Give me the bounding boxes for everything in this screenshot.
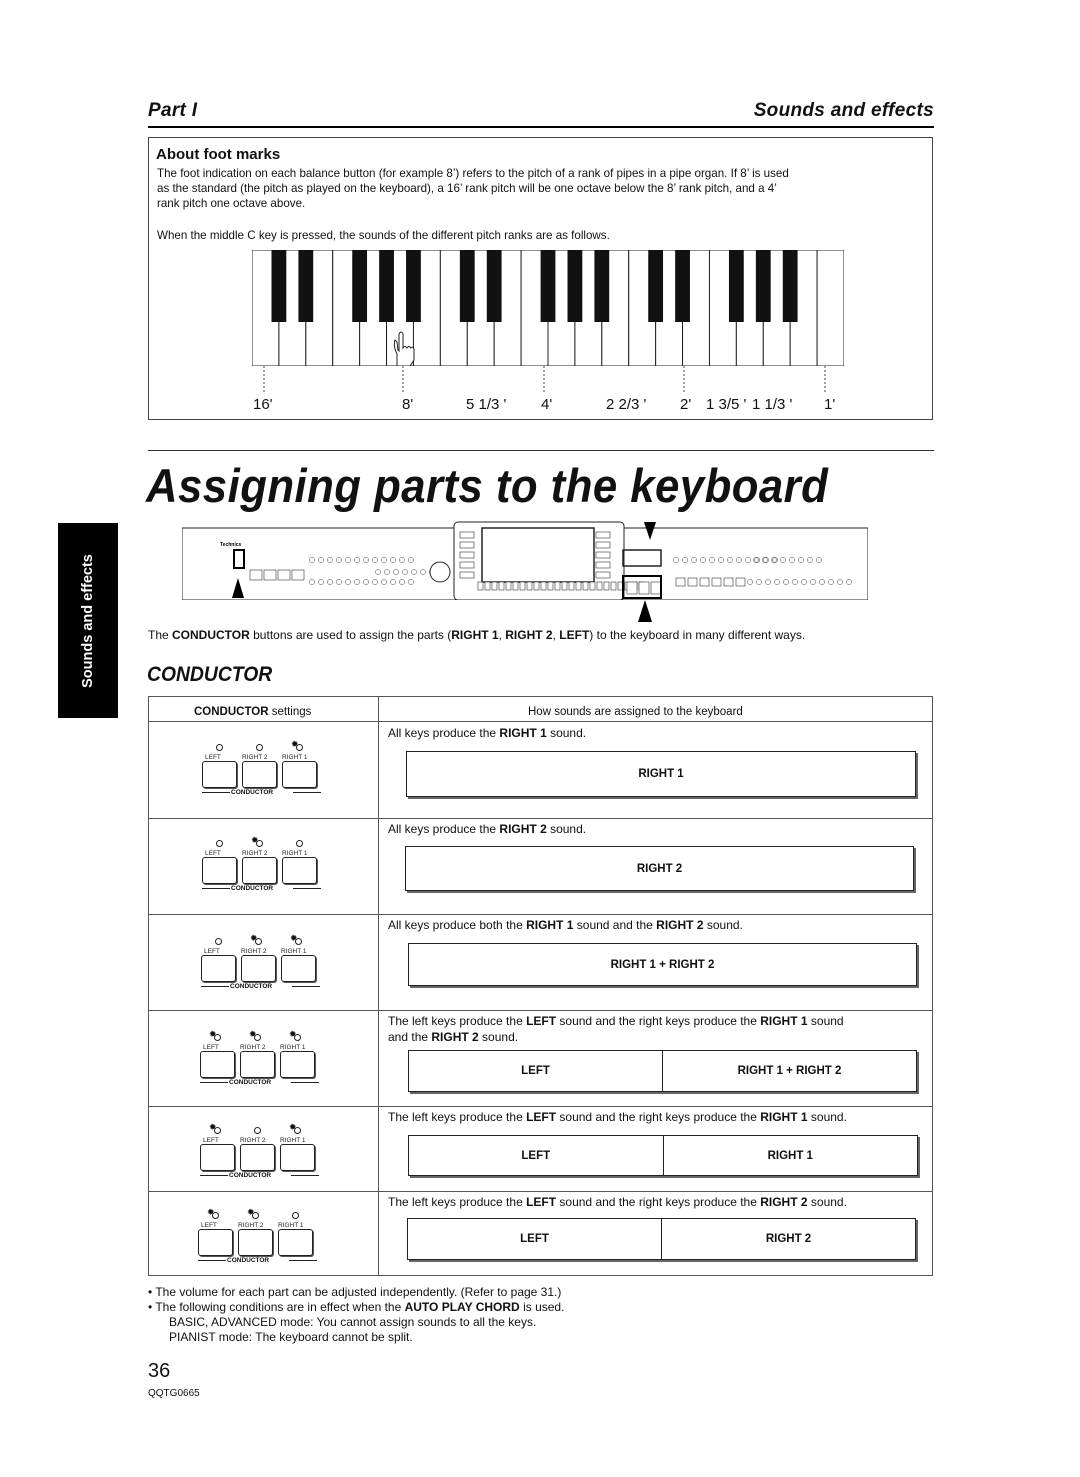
conductor-intro: The CONDUCTOR buttons are used to assign the parts (RIGHT 1, RIGHT 2, LEFT) to the keyboard in many different ways.	[148, 628, 806, 642]
black-key	[756, 250, 771, 322]
conductor-diagram-6	[194, 1207, 324, 1270]
conductor-button	[238, 1229, 273, 1256]
conductor-button	[202, 761, 237, 788]
conductor-button	[200, 1144, 235, 1171]
header-rule	[148, 126, 934, 128]
divider	[202, 792, 230, 793]
indicator-led	[256, 744, 263, 751]
conductor-button	[282, 857, 317, 884]
conductor-diagram-4	[196, 1029, 326, 1092]
conductor-button	[282, 761, 317, 788]
led-lit-icon: ✹	[289, 1029, 297, 1039]
button-label: RIGHT 1	[282, 754, 308, 761]
led-lit-icon: ✹	[209, 1122, 217, 1132]
row-4-desc: The left keys produce the LEFT sound and the right keys produce the RIGHT 1 sound and the RIGHT 2 sound.	[388, 1014, 844, 1044]
black-key	[379, 250, 394, 322]
indicator-led	[296, 840, 303, 847]
arrow-up-conductor-icon	[638, 598, 652, 622]
button-label: RIGHT 1	[282, 850, 308, 857]
indicator-led	[292, 1212, 299, 1219]
button-label: RIGHT 2	[240, 1044, 266, 1051]
button-label: LEFT	[203, 1137, 219, 1144]
black-key	[352, 250, 367, 322]
black-key	[729, 250, 744, 322]
pitch-16: 16'	[253, 396, 273, 413]
row-2-desc: All keys produce the RIGHT 2 sound.	[388, 822, 587, 836]
divider	[291, 1175, 319, 1176]
conductor-button	[278, 1229, 313, 1256]
button-label: LEFT	[205, 754, 221, 761]
side-tab	[58, 523, 118, 718]
panel-brand: Technics	[220, 542, 242, 548]
pitch-2: 2'	[680, 396, 692, 413]
conductor-caption: CONDUCTOR	[227, 1257, 270, 1264]
pitch-guide-lines	[252, 366, 844, 394]
conductor-button	[280, 1051, 315, 1078]
black-key	[648, 250, 663, 322]
pitch-5-1-3: 5 1/3 '	[466, 396, 507, 413]
bar-cell: RIGHT 1	[638, 768, 684, 780]
divider	[198, 1260, 226, 1261]
button-label: RIGHT 2	[241, 948, 267, 955]
led-lit-icon: ✹	[289, 1122, 297, 1132]
conductor-button	[202, 857, 237, 884]
conductor-caption: CONDUCTOR	[229, 1172, 272, 1179]
row-3-desc: All keys produce both the RIGHT 1 sound and the RIGHT 2 sound.	[388, 918, 743, 932]
button-label: RIGHT 1	[281, 948, 307, 955]
arrow-up-icon	[232, 578, 244, 598]
indicator-led	[254, 1127, 261, 1134]
foot-marks-title: About foot marks	[156, 146, 281, 163]
conductor-button	[242, 857, 277, 884]
led-lit-icon: ✹	[207, 1207, 215, 1217]
conductor-button	[201, 955, 236, 982]
page-number: 36	[148, 1360, 171, 1382]
black-key	[783, 250, 798, 322]
conductor-caption: CONDUCTOR	[231, 789, 274, 796]
led-lit-icon: ✹	[209, 1029, 217, 1039]
conductor-caption: CONDUCTOR	[229, 1079, 272, 1086]
led-lit-icon: ✹	[251, 835, 259, 845]
foot-marks-line-2: as the standard (the pitch as played on the keyboard), a 16’ rank pitch will be one octave below the 8’ rank pitch, and a 4’	[157, 182, 777, 195]
pitch-4: 4'	[541, 396, 553, 413]
button-label: RIGHT 1	[280, 1044, 306, 1051]
button-label: RIGHT 2	[242, 850, 268, 857]
conductor-button	[240, 1051, 275, 1078]
divider	[201, 986, 229, 987]
divider	[200, 1175, 228, 1176]
led-lit-icon: ✹	[247, 1207, 255, 1217]
bar-cell-left: LEFT	[521, 1149, 551, 1162]
assign-bar-row-5	[408, 1135, 918, 1176]
conductor-button	[281, 955, 316, 982]
col-header-assign: How sounds are assigned to the keyboard	[528, 706, 743, 718]
led-lit-icon: ✹	[291, 739, 299, 749]
conductor-button	[241, 955, 276, 982]
divider	[293, 792, 321, 793]
conductor-diagram-2	[198, 835, 328, 898]
part-label: Part I	[148, 100, 198, 121]
pitch-1: 1'	[824, 396, 836, 413]
conductor-button	[242, 761, 277, 788]
black-key	[594, 250, 609, 322]
assign-bar-row-6	[407, 1218, 916, 1260]
divider	[289, 1260, 317, 1261]
foot-marks-line-1: The foot indication on each balance button (for example 8’) refers to the pitch of a rank of pipes in a pipe organ. If 8’ is used	[157, 167, 789, 180]
divider	[291, 1082, 319, 1083]
conductor-button	[240, 1144, 275, 1171]
conductor-heading: CONDUCTOR	[147, 663, 273, 686]
col-header-settings: CONDUCTOR settings	[194, 706, 312, 718]
button-label: LEFT	[201, 1222, 217, 1229]
conductor-button	[198, 1229, 233, 1256]
pitch-8: 8'	[402, 396, 414, 413]
bar-cell: RIGHT 1 + RIGHT 2	[610, 958, 715, 971]
row-1-desc: All keys produce the RIGHT 1 sound.	[388, 726, 587, 740]
assign-bar-row-2	[405, 846, 914, 891]
button-label: LEFT	[204, 948, 220, 955]
arrow-down-icon	[644, 522, 656, 540]
button-label: RIGHT 2	[240, 1137, 266, 1144]
bar-cell-right: RIGHT 2	[661, 1219, 915, 1259]
note-2: • The following conditions are in effect when the AUTO PLAY CHORD is used.	[148, 1300, 565, 1314]
pitch-1-3-5: 1 3/5 '	[706, 396, 747, 413]
assign-bar-row-1	[406, 751, 916, 797]
foot-marks-para-2: When the middle C key is pressed, the sounds of the different pitch ranks are as follows.	[157, 229, 610, 242]
black-key	[541, 250, 556, 322]
button-label: LEFT	[205, 850, 221, 857]
conductor-caption: CONDUCTOR	[230, 983, 273, 990]
bar-cell-right: RIGHT 1 + RIGHT 2	[662, 1051, 916, 1091]
document-code: QQTG0665	[148, 1388, 200, 1399]
bar-cell-left: LEFT	[520, 1233, 549, 1245]
black-key	[487, 250, 502, 322]
indicator-led	[216, 744, 223, 751]
keyboard-illustration	[252, 250, 844, 366]
black-key	[568, 250, 583, 322]
black-key	[298, 250, 313, 322]
row-6-desc: The left keys produce the LEFT sound and the right keys produce the RIGHT 2 sound.	[388, 1195, 847, 1209]
page-title: Assigning parts to the keyboard	[146, 459, 829, 512]
note-1: • The volume for each part can be adjusted independently. (Refer to page 31.)	[148, 1285, 562, 1299]
section-rule	[148, 450, 934, 451]
row-5-desc: The left keys produce the LEFT sound and the right keys produce the RIGHT 1 sound.	[388, 1110, 847, 1124]
black-key	[272, 250, 287, 322]
divider	[293, 888, 321, 889]
white-key	[817, 250, 844, 366]
divider	[202, 888, 230, 889]
conductor-diagram-5	[196, 1122, 326, 1185]
control-panel-illustration	[182, 520, 868, 600]
section-label: Sounds and effects	[753, 100, 934, 121]
button-label: RIGHT 2	[238, 1222, 264, 1229]
led-lit-icon: ✹	[290, 933, 298, 943]
black-key	[460, 250, 475, 322]
led-lit-icon: ✹	[250, 933, 258, 943]
bar-cell-right: RIGHT 1	[663, 1136, 918, 1175]
black-key	[406, 250, 421, 322]
button-label: RIGHT 2	[242, 754, 268, 761]
note-3: BASIC, ADVANCED mode: You cannot assign sounds to all the keys.	[169, 1315, 537, 1329]
conductor-button	[200, 1051, 235, 1078]
assign-bar-row-4	[408, 1050, 917, 1092]
conductor-diagram-1	[198, 739, 328, 802]
pitch-2-2-3: 2 2/3 '	[606, 396, 647, 413]
pitch-1-1-3: 1 1/3 '	[752, 396, 793, 413]
button-label: RIGHT 1	[280, 1137, 306, 1144]
conductor-diagram-3	[197, 933, 327, 996]
assign-bar-row-3	[408, 943, 917, 986]
bar-cell: RIGHT 2	[636, 862, 683, 875]
note-4: PIANIST mode: The keyboard cannot be split.	[169, 1330, 413, 1344]
button-label: RIGHT 1	[278, 1222, 304, 1229]
foot-marks-line-3: rank pitch one octave above.	[157, 197, 306, 210]
conductor-button	[280, 1144, 315, 1171]
bar-cell-left: LEFT	[521, 1065, 550, 1077]
divider	[292, 986, 320, 987]
divider	[200, 1082, 228, 1083]
side-tab-label: Sounds and effects	[80, 553, 96, 688]
black-key	[675, 250, 690, 322]
conductor-caption: CONDUCTOR	[231, 885, 274, 892]
indicator-led	[216, 840, 223, 847]
indicator-led	[215, 938, 222, 945]
led-lit-icon: ✹	[249, 1029, 257, 1039]
button-label: LEFT	[203, 1044, 219, 1051]
